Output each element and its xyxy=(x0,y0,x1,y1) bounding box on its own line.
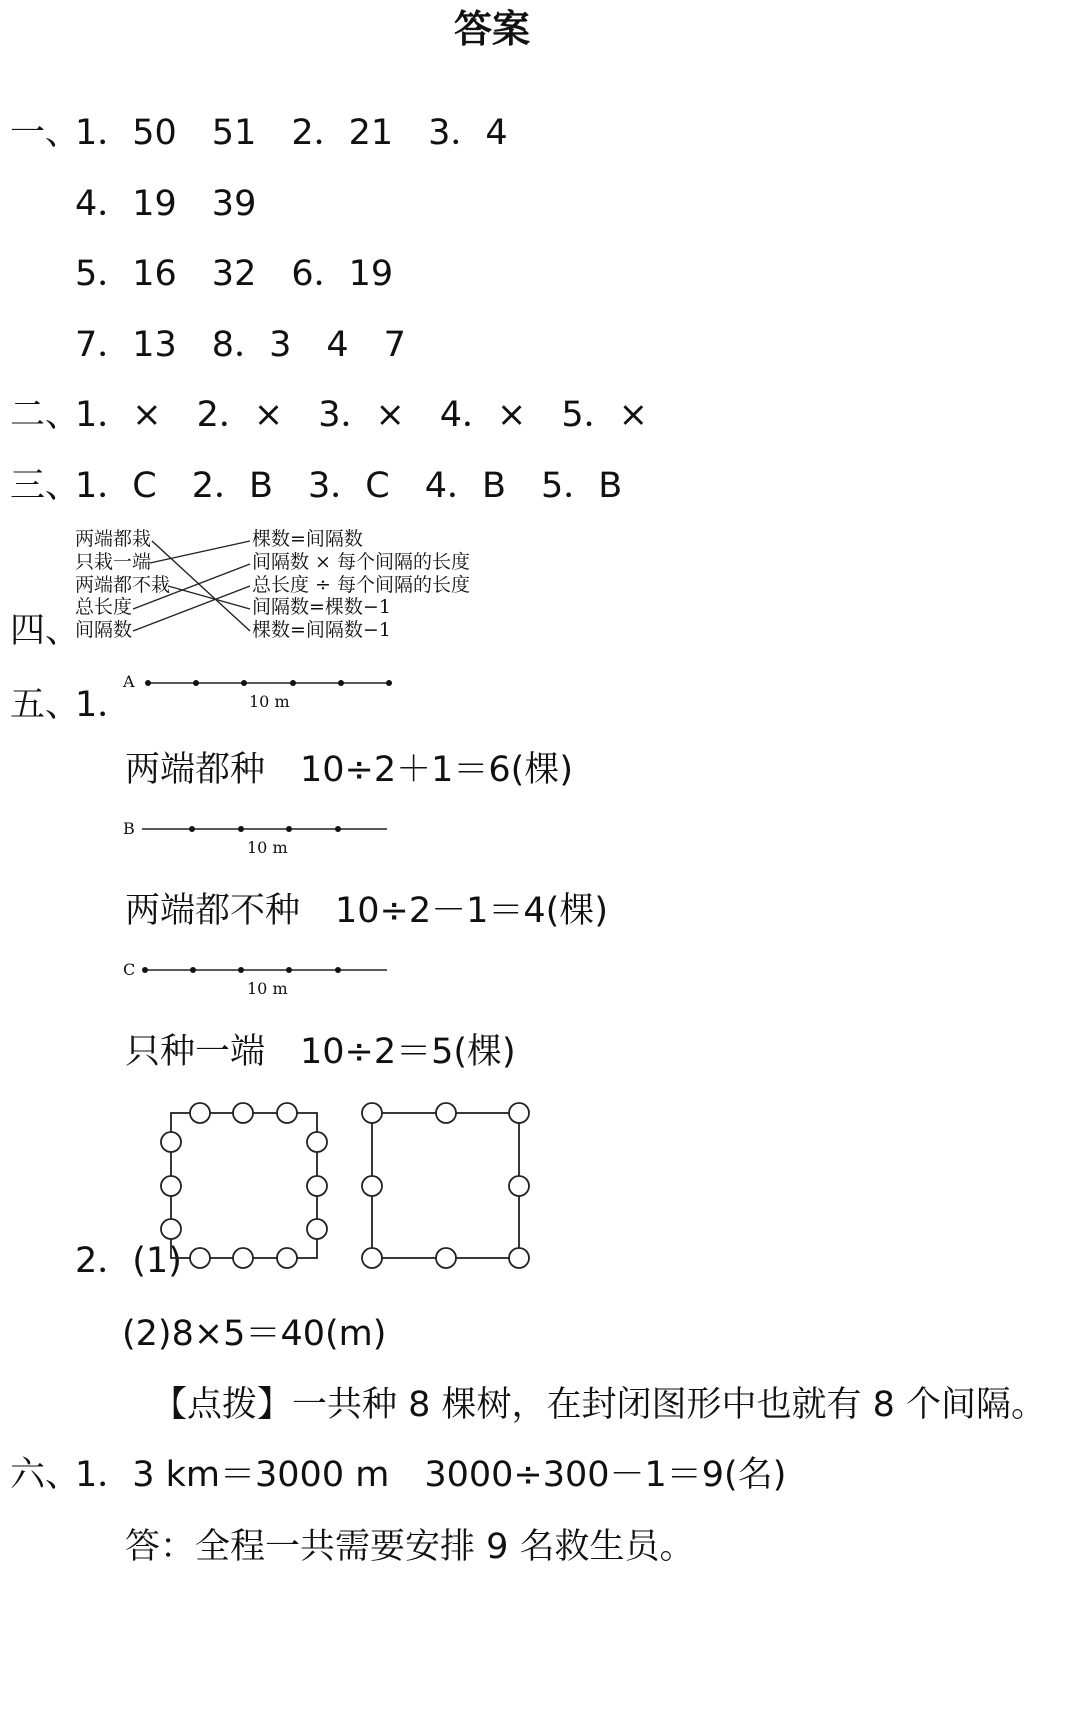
line-c-caption: 只种一端 10÷2＝5(棵) xyxy=(125,1032,516,1072)
tree-circle xyxy=(161,1132,181,1152)
tree-circle xyxy=(161,1219,181,1239)
line-diagram-b xyxy=(142,826,387,832)
tree-dot xyxy=(290,680,296,686)
tree-circle xyxy=(436,1103,456,1123)
section-marker-4: 四、 xyxy=(10,611,81,651)
section-marker-2: 二、 xyxy=(10,395,81,435)
line-diagram-c xyxy=(142,967,387,973)
match-right-item: 棵数=间隔数 xyxy=(252,528,363,550)
line-a-length: 10 m xyxy=(249,692,290,711)
tree-circle xyxy=(161,1176,181,1196)
match-left-item: 两端都栽 xyxy=(75,528,152,550)
section-6-answer: 答：全程一共需要安排 9 名救生员。 xyxy=(125,1527,695,1567)
tree-dot xyxy=(286,826,292,832)
line-b-label: B xyxy=(123,819,135,838)
tree-circle xyxy=(277,1103,297,1123)
match-right-item: 棵数=间隔数−1 xyxy=(252,619,391,641)
section-marker-6: 六、 xyxy=(10,1455,81,1495)
section-1-line-2: 4．19 39 xyxy=(75,184,257,224)
tree-circle xyxy=(509,1103,529,1123)
tree-circle xyxy=(190,1103,210,1123)
question-2-part-2: (2)8×5＝40(m) xyxy=(122,1314,387,1354)
line-b-length: 10 m xyxy=(247,838,288,857)
section-2-line: 1．× 2．× 3．× 4．× 5．× xyxy=(75,395,648,435)
section-1-line-4: 7．13 8．3 4 7 xyxy=(75,325,406,365)
question-1-label: 1． xyxy=(75,685,133,725)
question-2-label: 2．(1) xyxy=(75,1241,182,1281)
tree-dot xyxy=(189,826,195,832)
section-3-line: 1．C 2．B 3．C 4．B 5．B xyxy=(75,466,623,506)
tree-circle xyxy=(307,1132,327,1152)
tree-circle xyxy=(362,1248,382,1268)
line-a-caption: 两端都种 10÷2＋1＝6(棵) xyxy=(125,750,573,790)
line-a-label: A xyxy=(123,672,135,691)
tree-circle xyxy=(233,1248,253,1268)
tree-circle xyxy=(190,1248,210,1268)
square-diagram-1 xyxy=(161,1103,327,1268)
tree-circle xyxy=(509,1248,529,1268)
square-diagram-2 xyxy=(362,1103,529,1268)
tree-dot xyxy=(193,680,199,686)
match-line xyxy=(133,564,250,609)
tree-dot xyxy=(335,826,341,832)
section-marker-3: 三、 xyxy=(10,466,81,506)
match-left-item: 间隔数 xyxy=(75,619,133,641)
match-right-item: 总长度 ÷ 每个间隔的长度 xyxy=(252,574,470,596)
page-title: 答案 xyxy=(454,7,531,51)
tree-dot xyxy=(190,967,196,973)
tree-dot xyxy=(241,680,247,686)
match-left-item: 两端都不栽 xyxy=(75,574,171,596)
section-6-line: 1．3 km＝3000 m 3000÷300－1＝9(名) xyxy=(75,1455,787,1495)
match-line xyxy=(168,586,250,609)
tree-dot xyxy=(286,967,292,973)
tree-dot xyxy=(238,967,244,973)
section-1-line-3: 5．16 32 6．19 xyxy=(75,254,394,294)
tree-circle xyxy=(233,1103,253,1123)
tree-circle xyxy=(307,1176,327,1196)
section-marker-5: 五、 xyxy=(10,685,81,725)
line-b-caption: 两端都不种 10÷2－1＝4(棵) xyxy=(125,891,608,931)
tree-dot xyxy=(145,680,151,686)
tree-circle xyxy=(277,1248,297,1268)
tree-dot xyxy=(238,826,244,832)
tree-dot xyxy=(338,680,344,686)
tree-dot xyxy=(335,967,341,973)
tree-dot xyxy=(142,967,148,973)
match-right-item: 间隔数 × 每个间隔的长度 xyxy=(252,551,470,573)
hint-text: 【点拨】一共种 8 棵树，在封闭图形中也就有 8 个间隔。 xyxy=(152,1385,1047,1425)
tree-circle xyxy=(436,1248,456,1268)
tree-dot xyxy=(386,680,392,686)
section-marker-1: 一、 xyxy=(10,113,81,153)
line-c-label: C xyxy=(123,960,136,979)
tree-circle xyxy=(509,1176,529,1196)
line-c-length: 10 m xyxy=(247,979,288,998)
match-left-item: 只栽一端 xyxy=(75,551,152,573)
match-right-item: 间隔数=棵数−1 xyxy=(252,596,391,618)
match-left-item: 总长度 xyxy=(75,596,133,618)
line-diagram-a xyxy=(145,680,392,686)
tree-circle xyxy=(362,1103,382,1123)
tree-circle xyxy=(307,1219,327,1239)
matching-lines xyxy=(133,541,250,631)
tree-circle xyxy=(362,1176,382,1196)
section-1-line-1: 1．50 51 2．21 3．4 xyxy=(75,113,508,153)
